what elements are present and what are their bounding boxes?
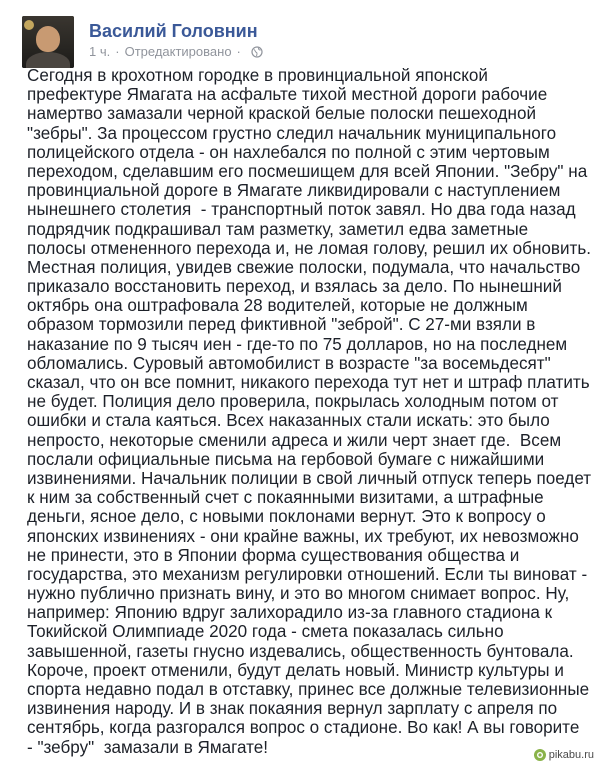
- globe-icon[interactable]: [251, 46, 263, 58]
- post-text-line: ошибки и стала каяться. Всех наказанных стали искать: это было: [27, 411, 550, 431]
- pikabu-logo-icon: [533, 748, 547, 762]
- post-text-line: Короче, проект отменили, будут делать новый. Министр культуры и: [27, 660, 564, 680]
- post-body: [27, 66, 592, 757]
- author-name[interactable]: Василий Головнин: [89, 21, 258, 41]
- post-text-line: деньги, ясное дело, с новыми поклонами вернут. Это к вопросу о: [27, 507, 546, 527]
- post-text-line: "зебры". За процессом грустно следил начальник муниципального: [27, 123, 557, 143]
- post-meta: [89, 44, 263, 59]
- post-text-line: намертво замазали черной краской белые полоски пешеходной: [27, 104, 537, 124]
- meta-separator: ·: [115, 44, 120, 59]
- post-text-line: к ним за собственный счет с покаянными визитами, а штрафные: [27, 488, 544, 508]
- post-timestamp[interactable]: 1 ч.: [89, 44, 111, 59]
- post-text-line: спорта недавно подал в отставку, принес все должные телевизионные: [27, 680, 590, 699]
- post-text-line: нынешнего столетия - транспортный поток завял. Но два года назад: [27, 200, 576, 220]
- post-text-line: государства, это механизм регулировки отношений. Если ты виноват -: [27, 564, 588, 584]
- post-text-line: префектуре Ямагата на асфальте тихой местной дороги рабочие: [27, 85, 548, 105]
- edited-label[interactable]: Отредактировано: [124, 44, 232, 59]
- post-text-line: октябрь она оштрафовала 28 водителей, которые не должным: [27, 296, 528, 316]
- post-text-line: образом тормозили перед фиктивной "зеброй". С 27-ми взяли в: [27, 315, 536, 335]
- post-text-line: завышенной, газеты гнусно издевались, общественность бунтовала.: [27, 641, 574, 661]
- post-text-line: Местная полиция, увидев свежие полоски, подумала, что начальство: [27, 257, 581, 277]
- post-text-line: непросто, некоторые сменили адреса и жили черт знает где. Всем: [27, 430, 562, 450]
- post-text-line: японских извинениях - они крайне важны, их требуют, их невозможно: [27, 526, 579, 546]
- post-text-line: например: Японию вдруг залихорадило из-за главного стадиона к: [27, 603, 553, 623]
- post-text-line: провинциальной дороге в Ямагате ликвидировали с наступлением: [27, 181, 561, 201]
- post-text-line: нужно публично признать вину, и это во многом снимает вопрос. Ну,: [27, 584, 570, 604]
- post-text-line: Сегодня в крохотном городке в провинциальной японской: [27, 66, 488, 85]
- author-avatar[interactable]: [22, 16, 74, 68]
- post-text-line: полосы отмененного перехода и, не ломая голову, решил их обновить.: [27, 238, 592, 258]
- post-text-line: Токийской Олимпиаде 2020 года - смета показалась сильно: [27, 622, 504, 642]
- post-text-line: сказал, что он все помнит, никакого перехода тут нет и штраф платить: [27, 373, 590, 392]
- post-text-line: приказало восстановить переход, и взялась за дело. По нынешний: [27, 277, 562, 297]
- post-text-line: извинениями. Начальник полиции в свой личный отпуск теперь поедет: [27, 468, 592, 488]
- post-text-line: - "зебру" замазали в Ямагате!: [27, 737, 269, 757]
- post-text-line: не принести, это в Японии форма существования общества и: [27, 545, 520, 565]
- watermark: [533, 748, 594, 762]
- post-text-line: наказание по 9 тысяч иен - где-то по 75 долларов, но на последнем: [27, 334, 568, 354]
- post-text-line: извинения народу. И в знак покаяния вернул зарплату с апреля по: [27, 699, 558, 719]
- post-text-line: переходом, сделавшим его посмешищем для всей Японии. "Зебру" на: [27, 161, 588, 181]
- meta-separator-2: ·: [236, 44, 241, 59]
- post-text-line: сентябрь, когда разгорался вопрос о стадионе. Во как! А вы говорите: [27, 718, 580, 738]
- watermark-text: pikabu.ru: [548, 749, 594, 761]
- post-text-line: послали официальные письма на гербовой бумаге с нижайшими: [27, 449, 545, 469]
- post-text-line: не будет. Полиция дело проверила, покрылась холодным потом от: [27, 392, 559, 412]
- post-text-line: полицейского отдела - он нахлебался по полной с этим чертовым: [27, 142, 550, 162]
- post-text-line: обломались. Суровый автомобилист в возрасте "за восемьдесят": [27, 353, 551, 373]
- post-text-line: подрядчик подкрашивал там разметку, заметил едва заметные: [27, 219, 529, 239]
